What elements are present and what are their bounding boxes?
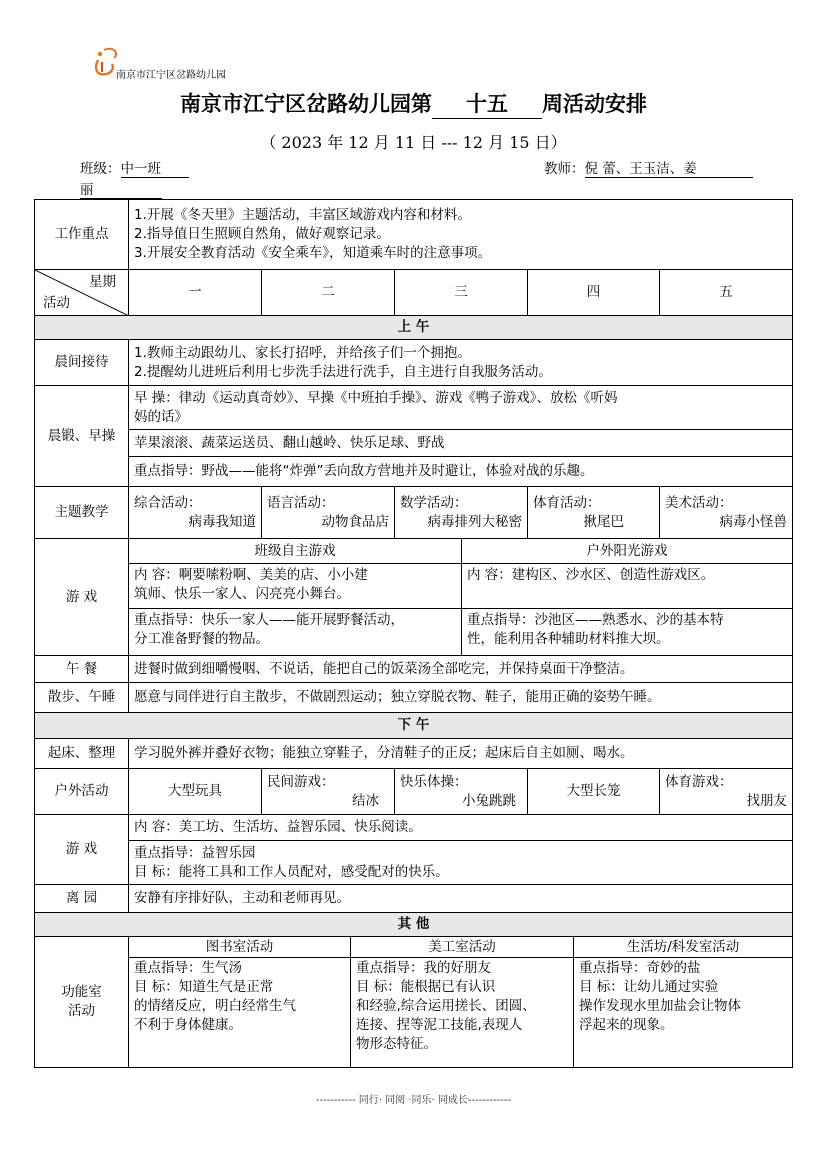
outdoor-row bbox=[35, 769, 793, 815]
outdoor-games-content bbox=[462, 564, 792, 608]
indoor-games-content bbox=[129, 564, 462, 608]
life-science-room bbox=[574, 937, 792, 1067]
teacher-info bbox=[544, 157, 753, 178]
outdoor-name: 大型长笼 bbox=[566, 783, 621, 799]
exercise-row-2 bbox=[35, 430, 793, 457]
early-exercise-text: 律动《运动真奇妙》、早操《中班拍手操》、游戏《鸭子游戏》、放松《听妈 bbox=[178, 389, 618, 406]
library-room-goal: 不利于身体健康。 bbox=[134, 1017, 242, 1033]
outdoor-cell-thursday bbox=[528, 769, 660, 815]
wakeup-row bbox=[35, 739, 793, 769]
outdoor-name: 找朋友 bbox=[746, 792, 788, 809]
title-prefix: 南京市江宁区岔路幼儿园第 bbox=[180, 92, 432, 116]
theme-label: 主题教学 bbox=[35, 487, 129, 539]
life-science-room-goal: 操作发现水里加盐会让物体 bbox=[579, 998, 741, 1014]
outdoor-cell-wednesday bbox=[395, 769, 528, 815]
outdoor-name: 大型玩具 bbox=[168, 783, 222, 799]
theme-name: 病毒小怪兽 bbox=[719, 513, 788, 530]
theme-cell-wednesday bbox=[395, 487, 528, 539]
exercise-label: 晨锻、早操 bbox=[35, 386, 129, 487]
exercise-guidance: 重点指导：野战——能将“炸弹”丢向敌方营地并及时避让，体验对战的乐趣。 bbox=[129, 457, 793, 487]
arrival-row bbox=[35, 340, 793, 386]
lunch-label: 午 餐 bbox=[35, 656, 129, 683]
afternoon-section-row bbox=[35, 713, 793, 739]
leave-label: 离 园 bbox=[35, 885, 129, 913]
focus-label: 工作重点 bbox=[35, 200, 129, 270]
theme-type: 语言活动： bbox=[267, 494, 335, 511]
games-content-cell bbox=[129, 564, 793, 609]
theme-type: 综合活动： bbox=[134, 494, 202, 511]
diag-bottom-label: 活动 bbox=[43, 295, 70, 311]
other-section-row bbox=[35, 913, 793, 937]
games-title-split bbox=[129, 539, 792, 563]
weekly-schedule-table bbox=[34, 199, 793, 1068]
nap-text: 愿意与同伴进行自主散步，不做剧烈运动；独立穿脱衣物、鞋子，能用正确的姿势午睡。 bbox=[129, 683, 793, 713]
life-science-room-body bbox=[574, 958, 792, 1036]
teacher-value: 倪 蕾、王玉洁、姜 bbox=[585, 157, 753, 178]
pm-games-row-2 bbox=[35, 841, 793, 885]
focus-content bbox=[129, 200, 793, 270]
theme-row bbox=[35, 487, 793, 539]
art-room-goal: 和经验,综合运用搓长、团圆、 bbox=[356, 998, 536, 1014]
function-room-label bbox=[35, 937, 129, 1068]
art-room-body bbox=[351, 958, 573, 1055]
pm-games-goal: 目 标：能将工具和工作人员配对，感受配对的快乐。 bbox=[134, 863, 449, 880]
pm-games-label: 游 戏 bbox=[35, 815, 129, 885]
lunch-row bbox=[35, 656, 793, 683]
wakeup-label: 起床、整理 bbox=[35, 739, 129, 769]
day-thursday: 四 bbox=[528, 270, 660, 316]
games-guide-split bbox=[129, 609, 792, 655]
library-room bbox=[129, 937, 351, 1067]
early-exercise-label: 早 操： bbox=[134, 389, 179, 406]
games-guide-cell bbox=[129, 609, 793, 656]
page-title bbox=[0, 88, 827, 119]
arrival-item: 2.提醒幼儿进班后利用七步洗手法进行洗手，自主进行自我服务活动。 bbox=[134, 363, 552, 380]
exercise-row-3 bbox=[35, 457, 793, 487]
theme-cell-monday bbox=[129, 487, 262, 539]
day-friday: 五 bbox=[660, 270, 793, 316]
outdoor-label: 户外活动 bbox=[35, 769, 129, 815]
outdoor-games-guide bbox=[462, 609, 792, 655]
diag-top-label: 星期 bbox=[89, 274, 116, 290]
life-science-room-title: 生活坊/科发室活动 bbox=[574, 937, 792, 958]
focus-item: 2.指导值日生照顾自然角，做好观察记录。 bbox=[134, 226, 390, 242]
theme-cell-thursday bbox=[528, 487, 660, 539]
week-header-row bbox=[35, 270, 793, 316]
art-room-goal: 物形态特征。 bbox=[356, 1036, 437, 1052]
indoor-content-text: 啊要嗦粉啊、美美的店、小小建 bbox=[178, 567, 368, 583]
lunch-text: 进餐时做到细嚼慢咽、不说话，能把自己的饭菜汤全部吃完，并保持桌面干净整洁。 bbox=[129, 656, 793, 683]
day-wednesday: 三 bbox=[395, 270, 528, 316]
title-suffix: 周活动安排 bbox=[542, 92, 647, 116]
theme-type: 体育活动： bbox=[533, 494, 601, 511]
games-label: 游 戏 bbox=[35, 539, 129, 656]
week-number: 十五 bbox=[432, 88, 542, 119]
nap-label: 散步、午睡 bbox=[35, 683, 129, 713]
theme-name: 病毒排列大秘密 bbox=[427, 513, 522, 530]
theme-name: 病毒我知道 bbox=[188, 513, 256, 530]
library-room-goal: 目 标：知道生气是正常 bbox=[134, 979, 274, 995]
diagonal-header-cell bbox=[35, 270, 129, 316]
indoor-guide-text: 重点指导：快乐一家人——能开展野餐活动， bbox=[134, 612, 404, 628]
indoor-content-cont: 筑师、快乐一家人、闪亮亮小舞台。 bbox=[134, 586, 350, 602]
theme-name: 动物食品店 bbox=[321, 513, 389, 530]
function-room-label-1: 功能室 bbox=[61, 984, 102, 1000]
outdoor-guide-text: 重点指导：沙池区——熟悉水、沙的基本特 bbox=[467, 612, 724, 628]
teacher-value-cont: 丽 bbox=[80, 178, 162, 199]
library-room-body bbox=[129, 958, 350, 1036]
theme-cell-tuesday bbox=[262, 487, 395, 539]
indoor-games-guide bbox=[129, 609, 462, 655]
other-section-label: 其 他 bbox=[35, 913, 793, 937]
function-room-cell bbox=[129, 937, 793, 1068]
life-science-room-goal: 浮起来的现象。 bbox=[579, 1017, 674, 1033]
wakeup-text: 学习脱外裤并叠好衣物；能独立穿鞋子，分清鞋子的正反；起床后自主如厕、喝水。 bbox=[129, 739, 793, 769]
outdoor-games-title: 户外阳光游戏 bbox=[586, 543, 668, 559]
outdoor-cell-friday bbox=[660, 769, 793, 815]
library-room-guide: 重点指导：生气汤 bbox=[134, 960, 242, 976]
teacher-info-cont bbox=[80, 178, 162, 199]
class-info bbox=[80, 157, 189, 178]
art-room-guide: 重点指导：我的好朋友 bbox=[356, 960, 491, 976]
indoor-content-line bbox=[134, 566, 456, 585]
exercise-games: 苹果滚滚、蔬菜运送员、翻山越岭、快乐足球、野战 bbox=[129, 430, 793, 457]
nap-row bbox=[35, 683, 793, 713]
pm-games-row-1 bbox=[35, 815, 793, 841]
games-guide-row bbox=[35, 609, 793, 656]
day-tuesday: 二 bbox=[262, 270, 395, 316]
logo-text: 南京市江宁区岔路幼儿园 bbox=[116, 70, 226, 81]
pm-games-guide: 重点指导：益智乐园 bbox=[134, 844, 256, 861]
day-monday: 一 bbox=[129, 270, 262, 316]
outdoor-name: 小兔跳跳 bbox=[462, 792, 516, 809]
art-room bbox=[351, 937, 574, 1067]
outdoor-guide-cont: 性，能利用各种辅助材料推大坝。 bbox=[467, 631, 670, 647]
focus-row bbox=[35, 200, 793, 270]
outdoor-cell-tuesday bbox=[262, 769, 395, 815]
library-room-title: 图书室活动 bbox=[129, 937, 350, 958]
pm-games-content: 内 容：美工坊、生活坊、益智乐园、快乐阅读。 bbox=[129, 815, 793, 841]
arrival-content bbox=[129, 340, 793, 386]
outdoor-content-text: 建构区、沙水区、创造性游戏区。 bbox=[511, 567, 715, 583]
games-title-row bbox=[35, 539, 793, 564]
outdoor-cell-monday bbox=[129, 769, 262, 815]
leave-text: 安静有序排好队，主动和老师再见。 bbox=[129, 885, 793, 913]
early-exercise-line bbox=[134, 389, 787, 408]
arrival-item: 1.教师主动跟幼儿、家长打招呼，并给孩子们一个拥抱。 bbox=[134, 344, 471, 361]
early-exercise-text-cont: 妈的话》 bbox=[134, 408, 188, 425]
function-room-split bbox=[129, 937, 792, 1067]
afternoon-section-label: 下 午 bbox=[35, 713, 793, 739]
theme-name: 揪尾巴 bbox=[583, 513, 624, 530]
theme-type: 美术活动： bbox=[665, 494, 733, 511]
indoor-content-label: 内 容： bbox=[134, 567, 179, 583]
library-room-goal: 的情绪反应，明白经常生气 bbox=[134, 998, 296, 1014]
outdoor-name: 结冰 bbox=[352, 792, 379, 809]
exercise-row-1 bbox=[35, 386, 793, 430]
date-range: （ 2023 年 12 月 11 日 --- 12 月 15 日） bbox=[260, 133, 567, 152]
theme-cell-friday bbox=[660, 487, 793, 539]
pm-games-guide-cell bbox=[129, 841, 793, 885]
theme-type: 数学活动： bbox=[400, 494, 468, 511]
games-title-cell bbox=[129, 539, 793, 564]
morning-section-row bbox=[35, 316, 793, 340]
games-content-split bbox=[129, 564, 792, 608]
outdoor-type: 体育游戏： bbox=[665, 773, 733, 790]
games-content-row bbox=[35, 564, 793, 609]
function-room-label-2: 活动 bbox=[68, 1003, 95, 1019]
life-science-room-guide: 重点指导：奇妙的盐 bbox=[579, 960, 701, 976]
outdoor-type: 快乐体操： bbox=[400, 773, 468, 790]
indoor-games-title: 班级自主游戏 bbox=[129, 539, 462, 563]
morning-section-label: 上 午 bbox=[35, 316, 793, 340]
class-label: 班级： bbox=[80, 161, 121, 177]
outdoor-type: 民间游戏： bbox=[267, 773, 335, 790]
outdoor-content-label: 内 容： bbox=[467, 567, 512, 583]
leave-row bbox=[35, 885, 793, 913]
art-room-goal: 连接、捏等泥工技能,表现人 bbox=[356, 1017, 523, 1033]
early-exercise-content bbox=[129, 386, 793, 430]
class-value: 中一班 bbox=[121, 157, 189, 178]
art-room-title: 美工室活动 bbox=[351, 937, 573, 958]
life-science-room-goal: 目 标：让幼儿通过实验 bbox=[579, 979, 719, 995]
focus-item: 1.开展《冬天里》主题活动，丰富区域游戏内容和材料。 bbox=[134, 207, 471, 223]
focus-item: 3.开展安全教育活动《安全乘车》，知道乘车时的注意事项。 bbox=[134, 245, 492, 261]
art-room-goal: 目 标：能根据已有认识 bbox=[356, 979, 496, 995]
indoor-guide-cont: 分工准备野餐的物品。 bbox=[134, 631, 269, 647]
arrival-label: 晨间接待 bbox=[35, 340, 129, 386]
page-footer: ----------- 同行· 同阅 ·同乐· 同成长------------ bbox=[315, 1095, 512, 1106]
function-room-row bbox=[35, 937, 793, 1068]
teacher-label: 教师： bbox=[544, 161, 585, 177]
